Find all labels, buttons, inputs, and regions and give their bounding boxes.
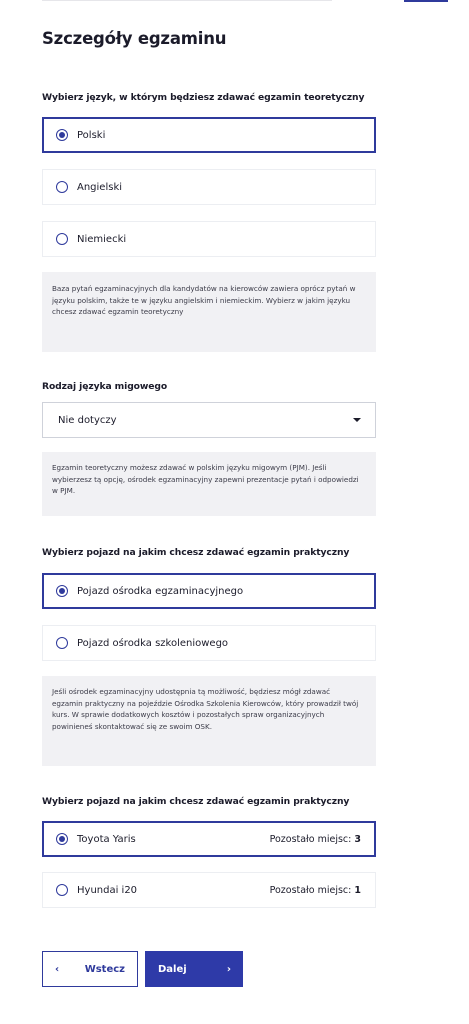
top-divider (42, 0, 332, 1)
language-info-box: Baza pytań egzaminacyjnych dla kandydatów na kierowców zawiera oprócz pytań w języku polskim, także te w języku angielskim i niemieckim. Wybierz w jakim języku chcesz zdawać egzamin teoretyczny (42, 272, 376, 352)
radio-icon[interactable] (56, 884, 68, 896)
sign-language-select[interactable] (42, 402, 376, 438)
language-option-niemiecki[interactable] (42, 221, 376, 257)
sign-language-section-label: Rodzaj języka migowego (42, 381, 168, 392)
chevron-right-icon: › (226, 963, 231, 975)
option-label: Toyota Yaris (77, 833, 136, 845)
vehicle-option-hyundai-i20[interactable] (42, 872, 376, 908)
vehicle-model-section-label: Wybierz pojazd na jakim chcesz zdawać egzamin praktyczny (42, 796, 350, 807)
chevron-left-icon: ‹ (55, 963, 60, 975)
back-button-label: Wstecz (84, 963, 125, 975)
back-button[interactable] (42, 951, 138, 987)
radio-icon[interactable] (56, 181, 68, 193)
option-label: Angielski (77, 181, 123, 193)
sign-language-info-box: Egzamin teoretyczny możesz zdawać w polskim języku migowym (PJM). Jeśli wybierzesz tą opcję, ośrodek egzaminacyjny zapewni prezentacje pytań i odpowiedzi w PJM. (42, 452, 376, 516)
next-button[interactable] (145, 951, 243, 987)
vehicle-source-info-box: Jeśli ośrodek egzaminacyjny udostępnia tą możliwość, będziesz mógł zdawać egzamin praktyczny na pojeździe Ośrodka Szkolenia Kierowców, który prowadził twój kurs. W sprawie dodatkowych kosztów i pozostałych spraw organizacyjnych powinieneś skontaktować się ze swoim OSK. (42, 676, 376, 766)
radio-icon[interactable] (56, 637, 68, 649)
page-title: Szczegóły egzaminu (42, 29, 227, 48)
option-label: Pojazd ośrodka egzaminacyjnego (77, 585, 244, 597)
top-accent-bar (404, 0, 448, 2)
option-label: Hyundai i20 (77, 884, 138, 896)
option-label: Niemiecki (77, 233, 127, 245)
option-label: Pojazd ośrodka szkoleniowego (77, 637, 229, 649)
select-value: Nie dotyczy (58, 414, 117, 426)
vehicle-option-toyota-yaris[interactable] (42, 821, 376, 857)
option-label: Polski (77, 129, 106, 141)
remaining-seats: Pozostało miejsc: 3 (269, 833, 361, 845)
language-option-angielski[interactable] (42, 169, 376, 205)
remaining-seats-count: 1 (354, 884, 361, 896)
vehicle-option-training-center[interactable] (42, 625, 376, 661)
radio-selected-icon[interactable] (56, 833, 68, 845)
radio-selected-icon[interactable] (56, 129, 68, 141)
remaining-seats-count: 3 (354, 833, 361, 845)
vehicle-option-exam-center[interactable] (42, 573, 376, 609)
radio-selected-icon[interactable] (56, 585, 68, 597)
language-option-polski[interactable] (42, 117, 376, 153)
next-button-label: Dalej (158, 963, 187, 975)
vehicle-source-section-label: Wybierz pojazd na jakim chcesz zdawać egzamin praktyczny (42, 547, 350, 558)
language-section-label: Wybierz język, w którym będziesz zdawać egzamin teoretyczny (42, 92, 365, 103)
radio-icon[interactable] (56, 233, 68, 245)
caret-down-icon (353, 418, 361, 422)
remaining-seats: Pozostało miejsc: 1 (269, 884, 361, 896)
